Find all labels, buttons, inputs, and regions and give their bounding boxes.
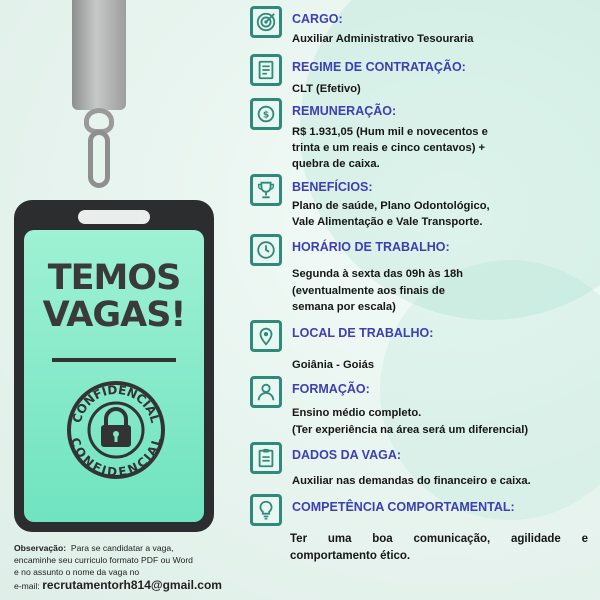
dados-value: Auxiliar nas demandas do financeiro e caixa.	[292, 475, 531, 487]
regime-heading: REGIME DE CONTRATAÇÃO:	[292, 60, 466, 74]
section-remuneracao	[250, 98, 590, 176]
section-local	[250, 320, 590, 372]
badge-title	[24, 260, 204, 334]
lanyard-clip	[88, 130, 110, 188]
svg-text:$: $	[262, 109, 270, 121]
badge-title-line2: VAGAS!	[42, 295, 186, 335]
remuneracao-line1: R$ 1.931,05 (Hum mil e novecentos e	[292, 126, 488, 138]
email-address[interactable]: recrutamentorh814@gmail.com	[42, 578, 222, 592]
note-text1: Para se candidatar a vaga,	[70, 543, 174, 553]
horario-line2: (eventualmente aos finais de	[292, 285, 445, 297]
email-row	[14, 578, 222, 592]
confidencial-seal	[66, 380, 166, 480]
target-icon	[250, 6, 282, 38]
document-icon	[250, 54, 282, 86]
horario-line3: semana por escala)	[292, 301, 396, 313]
application-note	[14, 542, 193, 578]
lightbulb-icon	[250, 494, 282, 526]
badge-title-line1: TEMOS	[47, 258, 181, 298]
cargo-value: Auxiliar Administrativo Tesouraria	[292, 33, 474, 45]
seal-text-top: CONFIDENCIAL	[69, 382, 163, 425]
money-icon	[250, 98, 282, 130]
padlock-icon	[101, 409, 131, 447]
formacao-line2: (Ter experiência na área será um diferencial)	[292, 424, 529, 436]
note-line3: e no assunto o nome da vaga no	[14, 567, 140, 577]
id-badge	[14, 200, 214, 532]
person-icon	[250, 376, 282, 408]
note-label: Observação:	[14, 543, 67, 553]
location-pin-icon	[250, 320, 282, 352]
beneficios-line2: Vale Alimentação e Vale Transporte.	[292, 216, 483, 228]
trophy-icon	[250, 174, 282, 206]
dados-heading: DADOS DA VAGA:	[292, 448, 402, 462]
competencia-heading: COMPETÊNCIA COMPORTAMENTAL:	[292, 500, 515, 514]
clock-icon	[250, 234, 282, 266]
horario-line1: Segunda à sexta das 09h às 18h	[292, 268, 464, 280]
section-beneficios	[250, 174, 590, 234]
local-value: Goiânia - Goiás	[292, 359, 375, 371]
remuneracao-line2: trinta e um reais e cinco centavos) +	[292, 142, 486, 154]
remuneracao-line3: quebra de caixa.	[292, 158, 380, 170]
note-line1	[14, 542, 193, 554]
section-formacao	[250, 376, 590, 438]
seal-text-bottom: CONFIDENCIAL	[67, 436, 165, 480]
section-cargo	[250, 6, 590, 54]
formacao-line1: Ensino médio completo.	[292, 407, 422, 419]
competencia-line2: comportamento ético.	[290, 550, 411, 562]
local-heading: LOCAL DE TRABALHO:	[292, 326, 434, 340]
section-dados	[250, 442, 590, 492]
beneficios-line1: Plano de saúde, Plano Odontológico,	[292, 200, 490, 212]
remuneracao-heading: REMUNERAÇÃO:	[292, 104, 397, 118]
formacao-heading: FORMAÇÃO:	[292, 382, 370, 396]
beneficios-heading: BENEFÍCIOS:	[292, 180, 373, 194]
badge-divider	[52, 358, 176, 362]
email-label: e-mail:	[14, 581, 40, 591]
badge-slot	[78, 210, 150, 224]
badge-card	[24, 230, 204, 522]
lanyard-strap	[72, 0, 126, 110]
clipboard-icon	[250, 442, 282, 474]
section-competencia	[250, 494, 590, 566]
competencia-line1: Ter uma boa comunicação, agilidade e	[290, 533, 588, 545]
note-line2: encaminhe seu curriculo formato PDF ou Word	[14, 555, 193, 565]
cargo-heading: CARGO:	[292, 12, 343, 26]
section-regime	[250, 54, 590, 98]
regime-value: CLT (Efetivo)	[292, 83, 361, 95]
horario-heading: HORÁRIO DE TRABALHO:	[292, 240, 450, 254]
section-horario	[250, 234, 590, 318]
